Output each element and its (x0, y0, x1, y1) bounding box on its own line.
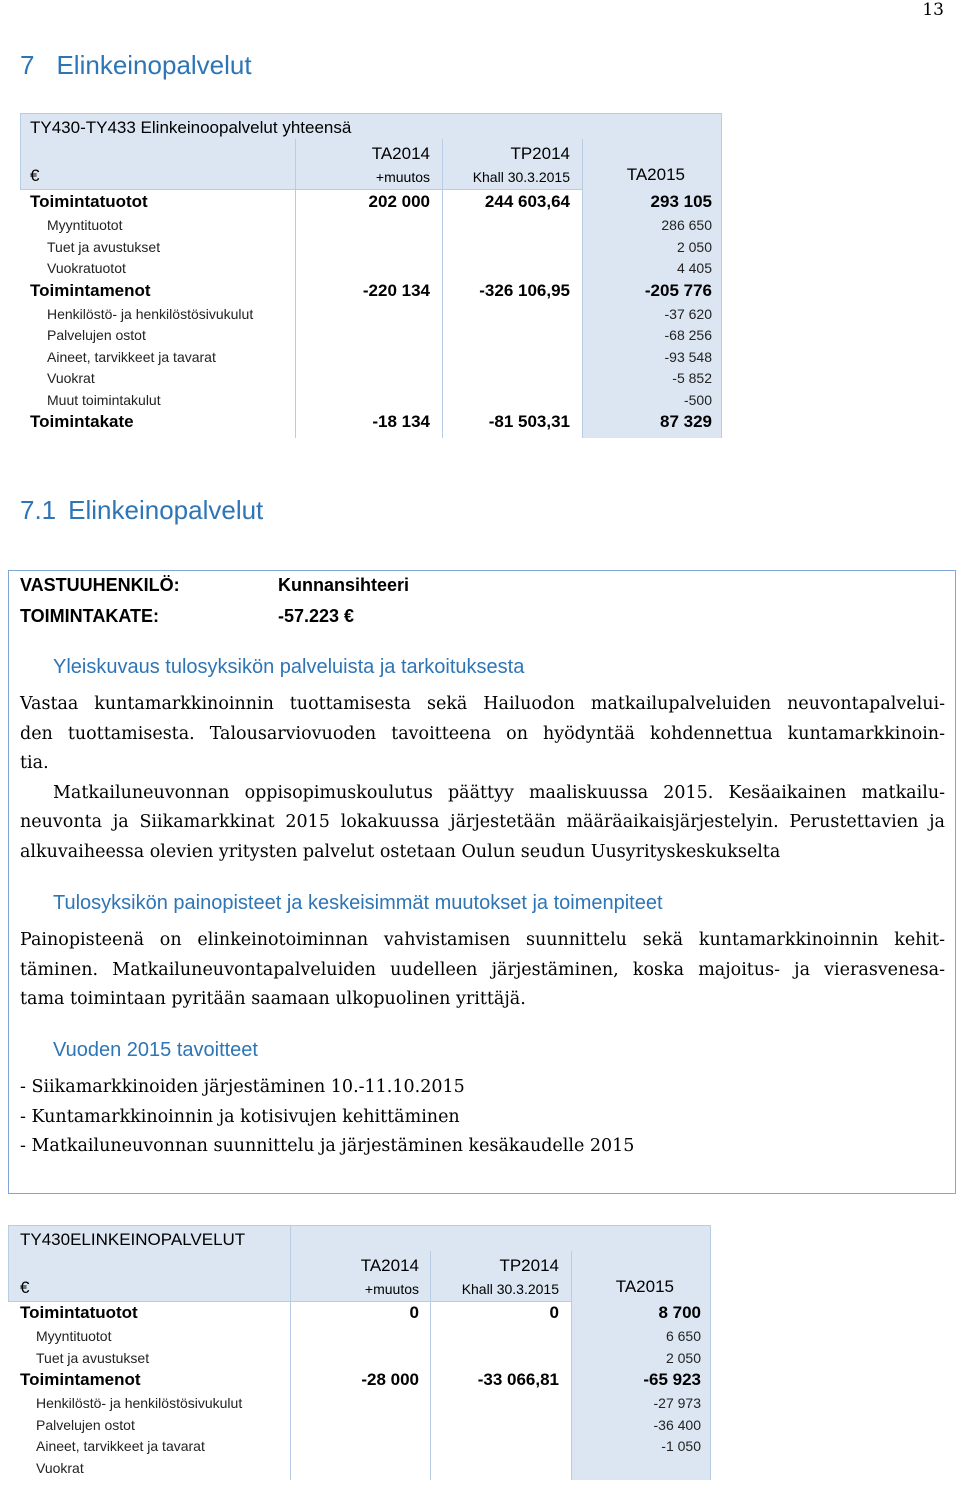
row-label: Toimintamenot (20, 1370, 141, 1389)
cell-tp2014: -326 106,95 (479, 280, 570, 300)
section-title: Elinkeinopalvelut (56, 50, 252, 80)
row-label: Vuokrat (36, 1459, 84, 1476)
cell-ta2015: 2 050 (676, 238, 712, 255)
col-header-ta2014: TA2014 (360, 1256, 419, 1275)
cell-tp2014: -33 066,81 (477, 1370, 559, 1389)
column-separator (295, 139, 296, 438)
cell-ta2014: 202 000 (368, 192, 430, 211)
cell-ta2015: -500 (683, 391, 712, 408)
text-line: Matkailuneuvonnan oppisopimuskoulutus päättyy maaliskuussa 2015. Kesäaikainen matkailu- (53, 782, 945, 803)
cell-tp2014: 244 603,64 (484, 192, 570, 211)
margin-label: TOIMINTAKATE: (20, 606, 159, 626)
table-title: TY430-TY433 Elinkeinoopalvelut yhteensä (30, 118, 352, 137)
subheading-focus: Tulosyksikön painopisteet ja keskeisimmät muutokset ja toimenpiteet (53, 892, 663, 914)
row-label: Palvelujen ostot (47, 327, 146, 343)
section-heading (20, 50, 252, 81)
subsection-number: 7.1 (20, 495, 57, 525)
cell-ta2014: -220 134 (362, 280, 430, 300)
text-line: Painopisteenä on elinkeinotoiminnan vahvistamisen suunnittelu sekä kuntamarkkinoinnin kehit- (20, 930, 945, 950)
col-header-ta2014: TA2014 (371, 144, 430, 163)
subheading-goals: Vuoden 2015 tavoitteet (53, 1039, 258, 1061)
column-separator (582, 139, 583, 438)
goals-list (20, 1073, 945, 1162)
goal-item: - Kuntamarkkinoinnin ja kotisivujen kehittäminen (20, 1106, 460, 1127)
cell-ta2015: 87 329 (660, 412, 712, 431)
cell-ta2015: -36 400 (653, 1416, 701, 1433)
column-separator (430, 1251, 431, 1480)
goal-item: - Siikamarkkinoiden järjestäminen 10.-11.10.2015 (20, 1077, 465, 1097)
cell-ta2014: 0 (409, 1303, 419, 1322)
cell-ta2015: 286 650 (661, 217, 712, 233)
row-label: Myyntituotot (47, 217, 123, 233)
goal-item: - Matkailuneuvonnan suunnittelu ja järjestäminen kesäkaudelle 2015 (20, 1136, 635, 1156)
responsible-label: VASTUUHENKILÖ: (20, 575, 180, 595)
col-header-ta2015: TA2015 (626, 165, 685, 184)
responsible-value: Kunnansihteeri (278, 575, 410, 595)
col-header-tp2014: TP2014 (510, 144, 570, 163)
cell-tp2014: 0 (549, 1303, 559, 1322)
row-label: Toimintamenot (30, 280, 151, 300)
budget-table-total (20, 113, 722, 438)
column-separator (571, 1251, 572, 1480)
col-header-muutos: +muutos (364, 1281, 419, 1297)
row-label: Vuokratuotot (47, 260, 126, 276)
col-header-muutos: +muutos (375, 169, 430, 185)
cell-ta2015: 4 405 (676, 260, 712, 276)
cell-ta2015: -205 776 (644, 280, 712, 300)
cell-ta2015: -93 548 (664, 348, 712, 365)
text-line: Vastaa kuntamarkkinoinnin tuottamisesta sekä Hailuodon matkailupalveluiden neuvontapalvelui- (20, 694, 945, 714)
row-label: Toimintatuotot (30, 192, 148, 211)
row-label: Henkilöstö- ja henkilöstösivukulut (47, 305, 254, 322)
cell-ta2015: 8 700 (658, 1303, 701, 1322)
row-label: Tuet ja avustukset (36, 1349, 150, 1366)
subsection-heading (20, 495, 263, 526)
col-header-tp2014: TP2014 (499, 1256, 559, 1275)
overview-paragraph (20, 690, 945, 867)
text-line: alkuvaiheessa olevien yritysten palvelut ostetaan Oulun seudun Uusyrityskeskukselta (20, 841, 781, 862)
currency-label: € (20, 1278, 30, 1297)
cell-tp2014: -81 503,31 (488, 412, 570, 431)
text-line: tama toimintaan pyritään saamaan ulkopuolinen yrittäjä. (20, 989, 526, 1009)
budget-table-unit (8, 1225, 711, 1480)
row-label: Toimintakate (30, 412, 134, 431)
cell-ta2015: -1 050 (661, 1438, 701, 1454)
text-line: neuvonta ja Siikamarkkinat 2015 lokakuussa järjestetään määräaikaisjärjestelyin. Perustettavien ja (20, 812, 945, 832)
col-header-khall: Khall 30.3.2015 (472, 169, 570, 185)
cell-ta2015: 293 105 (650, 192, 712, 211)
text-line: tia. (20, 753, 49, 773)
focus-paragraph (20, 926, 945, 1015)
row-label: Tuet ja avustukset (47, 238, 161, 255)
cell-ta2015: 2 050 (665, 1349, 701, 1366)
subsection-title: Elinkeinopalvelut (68, 495, 264, 525)
row-label: Henkilöstö- ja henkilöstösivukulut (36, 1395, 243, 1411)
cell-ta2015: -37 620 (664, 305, 712, 322)
currency-label: € (30, 166, 40, 185)
cell-ta2015: -27 973 (653, 1395, 701, 1411)
column-separator (442, 139, 443, 438)
col-header-ta2015: TA2015 (615, 1277, 674, 1296)
page-number: 13 (922, 0, 944, 20)
row-label: Vuokrat (47, 370, 95, 386)
text-line: den tuottamisesta. Talousarviovuoden tavoitteena on hyödyntää kohdennettua kuntamarkkinoin- (20, 723, 945, 744)
row-label: Palvelujen ostot (36, 1416, 135, 1433)
row-label: Muut toimintakulut (47, 391, 161, 408)
row-label: Aineet, tarvikkeet ja tavarat (36, 1438, 205, 1454)
cell-ta2014: -28 000 (361, 1370, 419, 1389)
section-number: 7 (20, 50, 35, 80)
col-header-khall: Khall 30.3.2015 (461, 1281, 559, 1297)
column-separator (290, 1225, 291, 1480)
table-title: TY430ELINKEINOPALVELUT (20, 1230, 246, 1249)
cell-ta2015: -65 923 (643, 1370, 701, 1389)
row-label: Aineet, tarvikkeet ja tavarat (47, 348, 216, 365)
row-label: Myyntituotot (36, 1328, 112, 1344)
margin-value: -57.223 € (278, 606, 355, 626)
cell-ta2015: -68 256 (664, 327, 712, 343)
cell-ta2015: -5 852 (672, 370, 712, 386)
row-label: Toimintatuotot (20, 1303, 138, 1322)
cell-ta2015: 6 650 (665, 1328, 701, 1344)
subheading-overview: Yleiskuvaus tulosyksikön palveluista ja tarkoituksesta (53, 656, 525, 678)
cell-ta2014: -18 134 (372, 412, 430, 431)
text-line: täminen. Matkailuneuvontapalveluiden uudelleen järjestäminen, koska majoitus- ja vierasvenesa- (20, 959, 945, 980)
